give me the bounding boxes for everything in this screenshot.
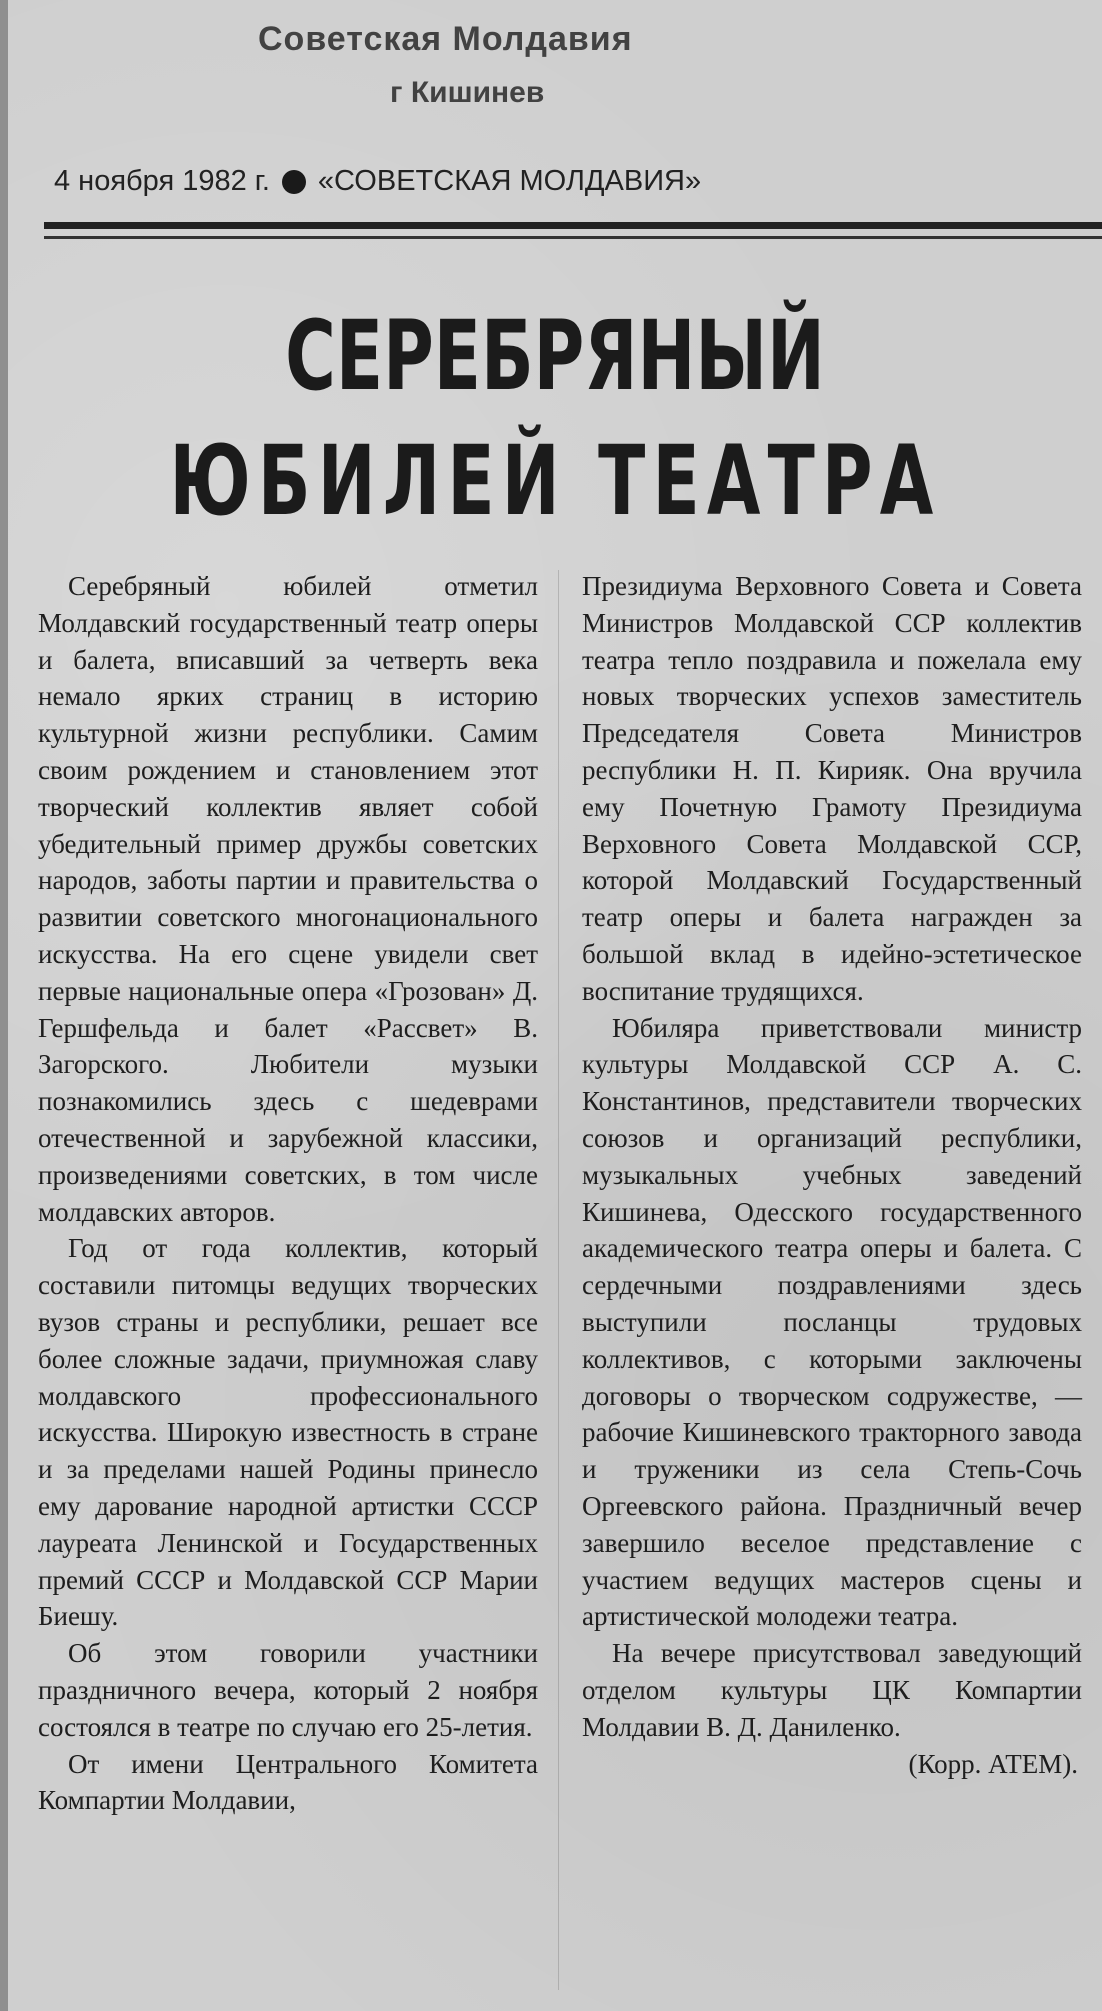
headline-line-1: СЕРЕБРЯНЫЙ bbox=[285, 300, 825, 412]
archive-stamp-city: г Кишинев bbox=[390, 76, 545, 109]
article-paragraph: От имени Центрального Комитета Компартии Молдавии, bbox=[38, 1748, 538, 1816]
headline-line-2: ЮБИЛЕЙ ТЕАТРА bbox=[169, 425, 941, 537]
article-paragraph: Серебряный юбилей отметил Молдавский государственный театр оперы и балета, вписавший за четверть века немало ярких страниц в историю культурной жизни республики. Самим своим рождением и становлением этот творческий коллектив являет собой убедительный пример дружбы советских народов, заботы партии и правительства о развитии советского многонационального искусства. На его сцене увидели свет первые национальные опера «Грозован» Д. Гершфельда и балет «Рассвет» В. Загорского. Любители музыки познакомились здесь с шедеврами отечественной и зарубежной классики, произведениями советских, в том числе молдавских авторов. bbox=[38, 571, 538, 1227]
header-rule-thin bbox=[44, 236, 1102, 239]
author-signature: (Корр. АТЕМ). bbox=[908, 1748, 1078, 1779]
article-paragraph: На вечере присутствовал заведующий отделом культуры ЦК Компартии Молдавии В. Д. Даниленко. bbox=[582, 1638, 1082, 1742]
dateline bbox=[54, 165, 701, 198]
archive-stamp-title: Советская Молдавия bbox=[258, 20, 633, 58]
bullet-icon bbox=[282, 170, 306, 194]
article-paragraph: Юбиляра приветствовали министр культуры Молдавской ССР А. С. Константинов, представители творческих союзов и организаций республики, музыкальных учебных заведений Кишинева, Одесского государственного академического театра оперы и балета. С сердечными поздравлениями здесь выступили посланцы трудовых коллективов, с которыми заключены договоры о творческом содружестве, — рабочие Кишиневского тракторного завода и труженики из села Степь-Сочь Оргеевского района. Праздничный вечер завершило веселое представление с участием ведущих мастеров сцены и артистической молодежи театра. bbox=[582, 1012, 1082, 1632]
article-column-right bbox=[582, 568, 1082, 1782]
newspaper-name: «СОВЕТСКАЯ МОЛДАВИЯ» bbox=[317, 165, 702, 197]
newspaper-clipping bbox=[8, 0, 1102, 2011]
article-column-left bbox=[38, 568, 538, 1819]
article-paragraph: Президиума Верховного Совета и Совета Министров Молдавской ССР коллектив театра тепло поздравила и пожелала ему новых творческих успехов заместитель Председателя Совета Министров республики Н. П. Кирияк. Она вручила ему Почетную Грамоту Президиума Верховного Совета Молдавской ССР, которой Молдавский Государственный театр оперы и балета награжден за большой вклад в идейно-эстетическое воспитание трудящихся. bbox=[582, 571, 1082, 1006]
article-paragraph: Год от года коллектив, который составили питомцы ведущих творческих вузов страны и республики, решает все более сложные задачи, приумножая славу молдавского профессионального искусства. Широкую известность в стране и за пределами нашей Родины принесло ему дарование народной артистки СССР лауреата Ленинской и Государственных премий СССР и Молдавской ССР Марии Биешу. bbox=[38, 1233, 538, 1632]
issue-date: 4 ноября 1982 г. bbox=[54, 165, 270, 197]
header-rule-thick bbox=[44, 222, 1102, 229]
column-divider bbox=[558, 570, 559, 1990]
article-paragraph: Об этом говорили участники праздничного вечера, который 2 ноября состоялся в театре по случаю его 25-летия. bbox=[38, 1638, 538, 1742]
